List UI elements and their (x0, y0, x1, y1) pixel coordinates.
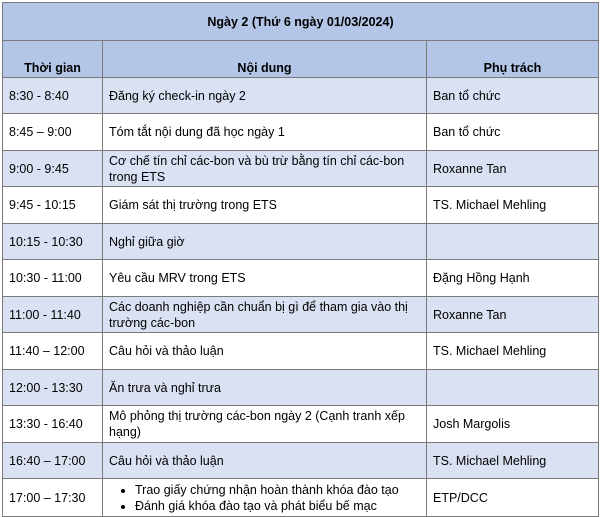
row-content: Tóm tắt nội dung đã học ngày 1 (103, 114, 427, 151)
row-content: Đăng ký check-in ngày 2 (103, 78, 427, 114)
row-time: 16:40 – 17:00 (3, 443, 103, 479)
row-time: 11:40 – 12:00 (3, 333, 103, 370)
row-content: Cơ chế tín chỉ các-bon và bù trừ bằng tín chỉ các-bon trong ETS (103, 151, 427, 187)
row-content: Ăn trưa và nghỉ trưa (103, 370, 427, 406)
row-owner: TS. Michael Mehling (427, 333, 599, 370)
table-row (3, 78, 599, 114)
table-row (3, 406, 599, 443)
row-owner: TS. Michael Mehling (427, 443, 599, 479)
row-time: 12:00 - 13:30 (3, 370, 103, 406)
row-owner (427, 370, 599, 406)
row-time: 13:30 - 16:40 (3, 406, 103, 443)
closing-bullet-list (109, 482, 420, 514)
table-row (3, 333, 599, 370)
row-content: Mô phỏng thị trường các-bon ngày 2 (Cạnh tranh xếp hạng) (103, 406, 427, 443)
list-item: • Đánh giá khóa đào tạo và phát biểu bế mạc (135, 498, 420, 514)
table-row (3, 479, 599, 517)
row-owner: Đặng Hồng Hạnh (427, 260, 599, 297)
header-row (3, 41, 599, 78)
row-content: Các doanh nghiệp cần chuẩn bị gì để tham gia vào thị trường các-bon (103, 297, 427, 333)
table-title: Ngày 2 (Thứ 6 ngày 01/03/2024) (3, 3, 599, 41)
row-time: 9:45 - 10:15 (3, 187, 103, 224)
row-content: Câu hỏi và thảo luận (103, 333, 427, 370)
table-row (3, 187, 599, 224)
row-owner: ETP/DCC (427, 479, 599, 517)
table-row (3, 224, 599, 260)
title-row (3, 3, 599, 41)
table-row (3, 297, 599, 333)
list-item: • Trao giấy chứng nhận hoàn thành khóa đào tạo (135, 482, 420, 498)
row-time: 17:00 – 17:30 (3, 479, 103, 517)
header-content: Nội dung (103, 41, 427, 78)
header-time: Thời gian (3, 41, 103, 78)
table-row (3, 370, 599, 406)
row-content: Giám sát thị trường trong ETS (103, 187, 427, 224)
table-row (3, 151, 599, 187)
table-row (3, 260, 599, 297)
row-owner: Roxanne Tan (427, 297, 599, 333)
table-row (3, 114, 599, 151)
row-time: 11:00 - 11:40 (3, 297, 103, 333)
schedule-table (2, 2, 599, 517)
row-owner: Ban tổ chức (427, 78, 599, 114)
row-owner: Josh Margolis (427, 406, 599, 443)
row-content: Câu hỏi và thảo luận (103, 443, 427, 479)
row-time: 10:30 - 11:00 (3, 260, 103, 297)
row-time: 8:45 – 9:00 (3, 114, 103, 151)
row-content (103, 479, 427, 517)
row-time: 8:30 - 8:40 (3, 78, 103, 114)
row-owner: Roxanne Tan (427, 151, 599, 187)
row-content: Nghỉ giữa giờ (103, 224, 427, 260)
row-content: Yêu cầu MRV trong ETS (103, 260, 427, 297)
header-owner: Phụ trách (427, 41, 599, 78)
row-time: 10:15 - 10:30 (3, 224, 103, 260)
row-owner: TS. Michael Mehling (427, 187, 599, 224)
row-time: 9:00 - 9:45 (3, 151, 103, 187)
table-row (3, 443, 599, 479)
row-owner (427, 224, 599, 260)
row-owner: Ban tổ chức (427, 114, 599, 151)
